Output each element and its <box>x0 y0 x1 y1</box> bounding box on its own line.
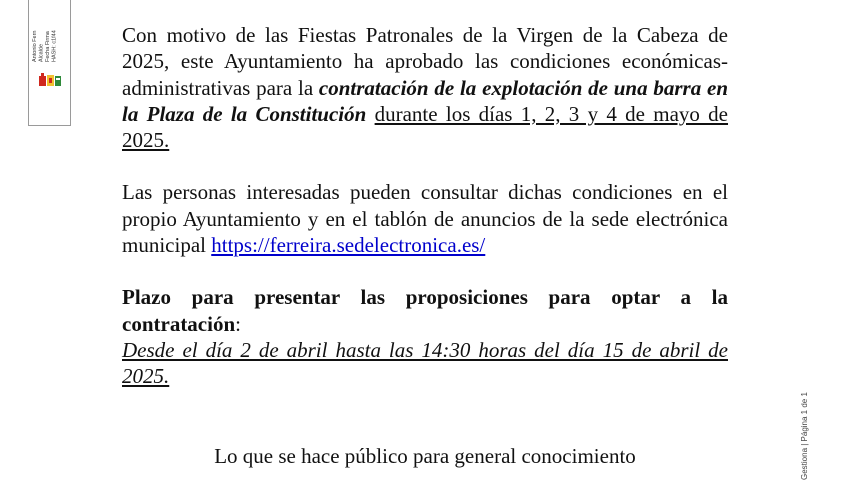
p2-text: Las personas interesadas pueden consultar dichas condiciones en el propio Ayuntamiento y en el tablón de anuncios de la sede electrónica municipal <box>122 180 728 258</box>
municipal-seal-icon <box>37 70 63 90</box>
deadline-dates: Desde el día 2 de abril hasta las 14:30 horas del día 15 de abril de 2025. <box>122 337 728 389</box>
signature-stamp-box <box>28 0 71 126</box>
stamp-line-hash: HASH: c1f44 <box>51 30 58 62</box>
p1-bold-italic: contratación de la explotación de una barra en la Plaza de la Constitución <box>122 75 728 126</box>
deadline-colon: : <box>235 311 241 336</box>
announcement-body <box>122 22 728 390</box>
stamp-line-date: Fecha Firma <box>45 31 51 62</box>
deadline-heading: Plazo para presentar las proposiciones para optar a la contratación <box>122 285 728 336</box>
p1-underlined-dates: durante los días 1, 2, 3 y 4 de mayo de 2025. <box>122 101 729 153</box>
sede-electronica-link[interactable]: https://ferreira.sedelectronica.es/ <box>211 233 486 258</box>
closing-line: Lo que se hace público para general conocimiento <box>214 444 636 468</box>
signature-stamp-text <box>32 0 68 62</box>
stamp-line-name: Antonio Fern <box>32 30 38 62</box>
page-footer-vertical: Gestiona | Página 1 de 1 <box>800 392 809 480</box>
p1-space <box>366 102 374 126</box>
p1-text: Con motivo de las Fiestas Patronales de la Virgen de la Cabeza de 2025, este Ayuntamiento ha aprobado las condiciones económicas-administrativas para la <box>122 23 728 100</box>
paragraph-consult <box>122 179 728 258</box>
stamp-line-role: Alcalde <box>38 43 45 62</box>
paragraph-contract <box>122 22 728 153</box>
paragraph-deadline <box>122 284 728 389</box>
